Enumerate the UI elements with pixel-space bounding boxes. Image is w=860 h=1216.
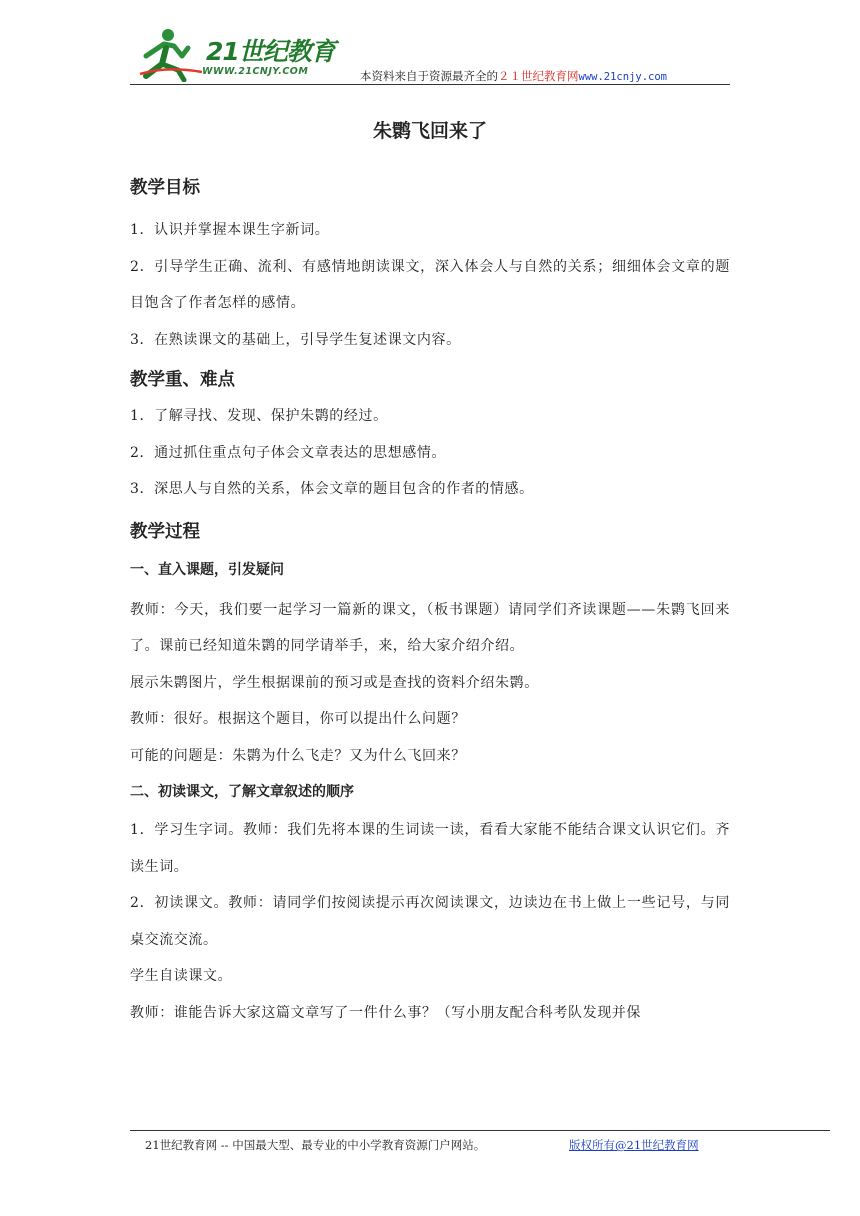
focus-item: 1．了解寻找、发现、保护朱鹮的经过。 [130,408,388,424]
process-part2-heading: 二、初读课文，了解文章叙述的顺序 [130,784,354,800]
page-footer [145,1137,699,1153]
logo-url: WWW.21CNJY.COM [202,66,309,77]
logo-text: 21世纪教育 [206,37,335,66]
page-header [130,24,730,86]
process-part2-item: 2．初读课文。教师：请同学们按阅读提示再次阅读课文，边读边在书上做上一些记号，与同桌交流交流。 [130,895,730,948]
process-part1-heading: 一、直入课题，引发疑问 [130,561,284,578]
header-divider [130,84,730,85]
document-title: 朱鹮飞回来了 [372,120,487,142]
goal-item: 1．认识并掌握本课生字新词。 [130,222,330,238]
section-heading-process: 教学过程 [130,521,200,542]
process-part2-item: 教师：谁能告诉大家这篇文章写了一件什么事？（写小朋友配合科考队发现并保 [130,1004,641,1021]
footer-divider [130,1130,830,1131]
header-note [360,68,667,84]
header-note-prefix: 本资料来自于资源最齐全的 [360,69,498,83]
header-note-url[interactable]: www.21cnjy.com [578,71,668,83]
process-part2-item: 学生自读课文。 [130,968,233,984]
focus-item: 3．深思人与自然的关系，体会文章的题目包含的作者的情感。 [130,481,534,497]
copyright-link[interactable]: 版权所有@21世纪教育网 [569,1138,699,1152]
site-logo[interactable] [136,26,336,82]
process-part2-item: 1．学习生字词。教师：我们先将本课的生词读一读，看看大家能不能结合课文认识它们。齐读生词。 [130,822,730,875]
document-body [130,100,730,1031]
process-part1-item: 教师：很好。根据这个题目，你可以提出什么问题？ [130,711,466,727]
process-part1-item: 教师：今天，我们要一起学习一篇新的课文，（板书课题）请同学们齐读课题——朱鹮飞回来了。课前已经知道朱鹮的同学请举手，来，给大家介绍介绍。 [130,601,730,654]
section-heading-goals: 教学目标 [130,178,200,198]
process-part1-item: 可能的问题是：朱鹮为什么飞走？又为什么飞回来？ [130,747,466,764]
goal-item: 3．在熟读课文的基础上，引导学生复述课文内容。 [130,331,461,348]
goal-item: 2．引导学生正确、流利、有感情地朗读课文，深入体会人与自然的关系；细细体会文章的题目饱含了作者怎样的感情。 [130,258,730,311]
runner-icon [136,26,206,82]
process-part1-item: 展示朱鹮图片，学生根据课前的预习或是查找的资料介绍朱鹮。 [130,674,539,691]
header-note-brand: ２１世纪教育网 [498,69,579,83]
footer-text: 21世纪教育网 -- 中国最大型、最专业的中小学教育资源门户网站。 [145,1138,486,1152]
focus-item: 2．通过抓住重点句子体会文章表达的思想感情。 [130,444,447,461]
section-heading-focus: 教学重、难点 [130,370,235,390]
